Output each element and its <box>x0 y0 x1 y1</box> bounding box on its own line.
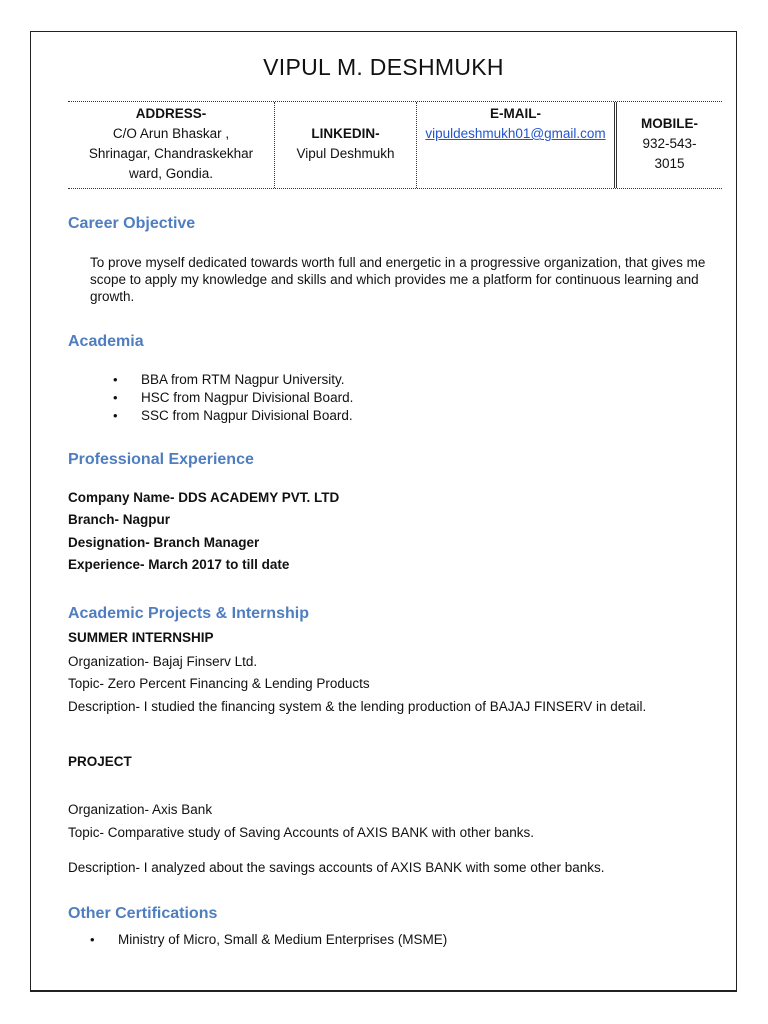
project-description-label: Description- <box>68 860 141 875</box>
company-name: Company Name- DDS ACADEMY PVT. LTD <box>68 490 340 505</box>
academia-heading: Academia <box>68 333 144 350</box>
mobile-line: 3015 <box>654 156 685 171</box>
project-heading: PROJECT <box>68 754 132 769</box>
contact-table <box>68 101 722 189</box>
address-line: ward, Gondia. <box>128 166 214 181</box>
career-objective-heading: Career Objective <box>68 215 196 232</box>
linkedin-label: LINKEDIN- <box>311 126 380 141</box>
email-label: E-MAIL- <box>490 106 541 121</box>
address-line: Shrinagar, Chandraskekhar <box>88 146 254 161</box>
projects-heading: Academic Projects & Internship <box>68 605 309 622</box>
project-description <box>68 860 605 875</box>
academia-list <box>113 371 353 425</box>
resume-page <box>30 31 737 992</box>
mobile-cell <box>614 102 722 188</box>
experience-duration: Experience- March 2017 to till date <box>68 557 290 572</box>
linkedin-value: Vipul Deshmukh <box>296 146 395 161</box>
internship-organization: Organization- Bajaj Finserv Ltd. <box>68 654 258 669</box>
address-cell <box>68 102 274 188</box>
email-cell <box>416 102 614 188</box>
project-organization: Organization- Axis Bank <box>68 802 213 817</box>
list-item: • SSC from Nagpur Divisional Board. <box>113 407 353 425</box>
list-item: • HSC from Nagpur Divisional Board. <box>113 389 353 407</box>
career-objective-text: To prove myself dedicated towards worth full and energetic in a progressive organization, that gives me scope to apply my knowledge and skills and which provides me a platform for continuous learning and growth. <box>90 255 706 304</box>
branch: Branch- Nagpur <box>68 512 171 527</box>
project-topic: Topic- Comparative study of Saving Accounts of AXIS BANK with other banks. <box>68 825 534 840</box>
linkedin-cell <box>274 102 416 188</box>
candidate-name: VIPUL M. DESHMUKH <box>263 54 504 80</box>
list-item: • BBA from RTM Nagpur University. <box>113 371 353 389</box>
internship-topic: Topic- Zero Percent Financing & Lending Products <box>68 676 370 691</box>
email-link[interactable]: vipuldeshmukh01@gmail.com <box>425 126 606 141</box>
certifications-list <box>90 931 447 949</box>
mobile-label: MOBILE- <box>641 116 698 131</box>
internship-description: Description- I studied the financing system & the lending production of BAJAJ FINSERV in detail. <box>68 699 647 714</box>
certifications-heading: Other Certifications <box>68 905 218 922</box>
professional-experience-heading: Professional Experience <box>68 451 254 468</box>
address-line: C/O Arun Bhaskar , <box>112 126 230 141</box>
mobile-line: 932-543- <box>642 136 697 151</box>
internship-heading: SUMMER INTERNSHIP <box>68 630 214 645</box>
project-description-text: I analyzed about the savings accounts of AXIS BANK with some other banks. <box>140 860 605 875</box>
list-item: • Ministry of Micro, Small & Medium Enterprises (MSME) <box>90 931 447 949</box>
designation: Designation- Branch Manager <box>68 535 260 550</box>
address-label: ADDRESS- <box>135 106 207 121</box>
